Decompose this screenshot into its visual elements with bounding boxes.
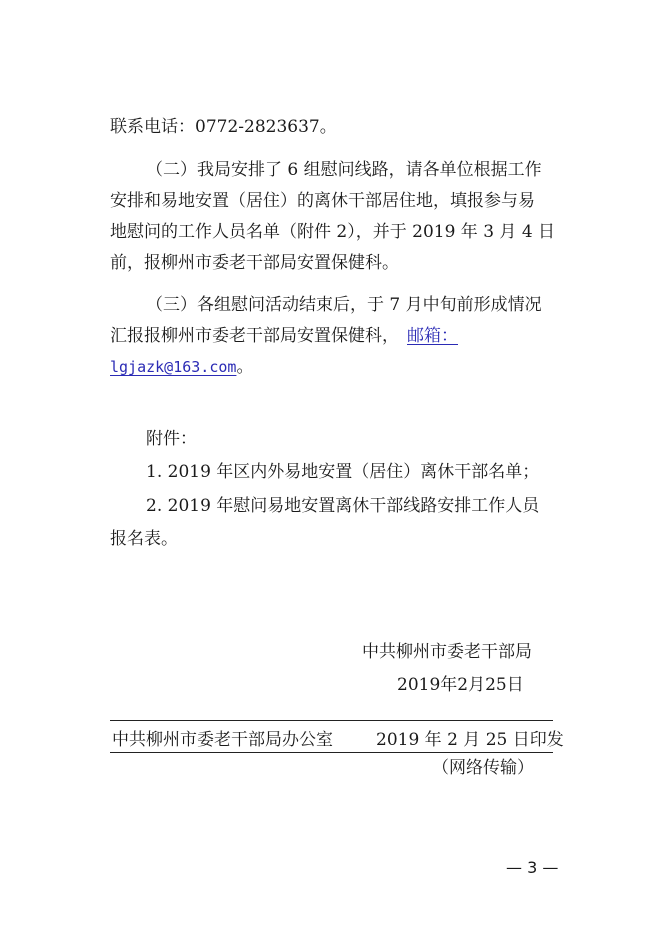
attachments-label: 附件： <box>146 429 197 449</box>
para2-line4: 前，报柳州市委老干部局安置保健科。 <box>110 253 399 273</box>
para3-line2-text: 汇报报柳州市委老干部局安置保健科， <box>110 326 399 346</box>
contact-phone: 联系电话：0772-2823637。 <box>110 117 337 137</box>
email-label-link[interactable]: 邮箱： <box>407 326 458 346</box>
signature-date: 2019年2月25日 <box>397 675 524 695</box>
attachment-item-2: 2. 2019 年慰问易地安置离休干部线路安排工作人员 <box>146 496 540 516</box>
footer-bottom-rule <box>110 752 553 753</box>
para3-line3 <box>110 356 253 378</box>
footer-note: （网络传输） <box>432 758 534 778</box>
attachment-item-2-cont: 报名表。 <box>110 529 178 549</box>
para3-line2 <box>110 325 458 347</box>
para3-line1: （三）各组慰问活动结束后，于 7 月中旬前形成情况 <box>146 295 542 315</box>
attachment-item-1: 1. 2019 年区内外易地安置（居住）离休干部名单； <box>146 462 540 482</box>
signature-org: 中共柳州市委老干部局 <box>362 642 532 662</box>
period: 。 <box>236 357 254 377</box>
footer-top-rule <box>110 720 553 721</box>
page-number: — 3 — <box>506 858 559 877</box>
email-link[interactable]: lgjazk@163.com <box>110 358 237 376</box>
para2-line3: 地慰问的工作人员名单（附件 2），并于 2019 年 3 月 4 日 <box>110 222 556 242</box>
para2-line1: （二）我局安排了 6 组慰问线路，请各单位根据工作 <box>146 160 542 180</box>
para2-line2: 安排和易地安置（居住）的离休干部居住地，填报参与易 <box>110 191 535 211</box>
footer-issue-date: 2019 年 2 月 25 日印发 <box>376 730 564 750</box>
footer-issuer: 中共柳州市委老干部局办公室 <box>112 730 333 750</box>
